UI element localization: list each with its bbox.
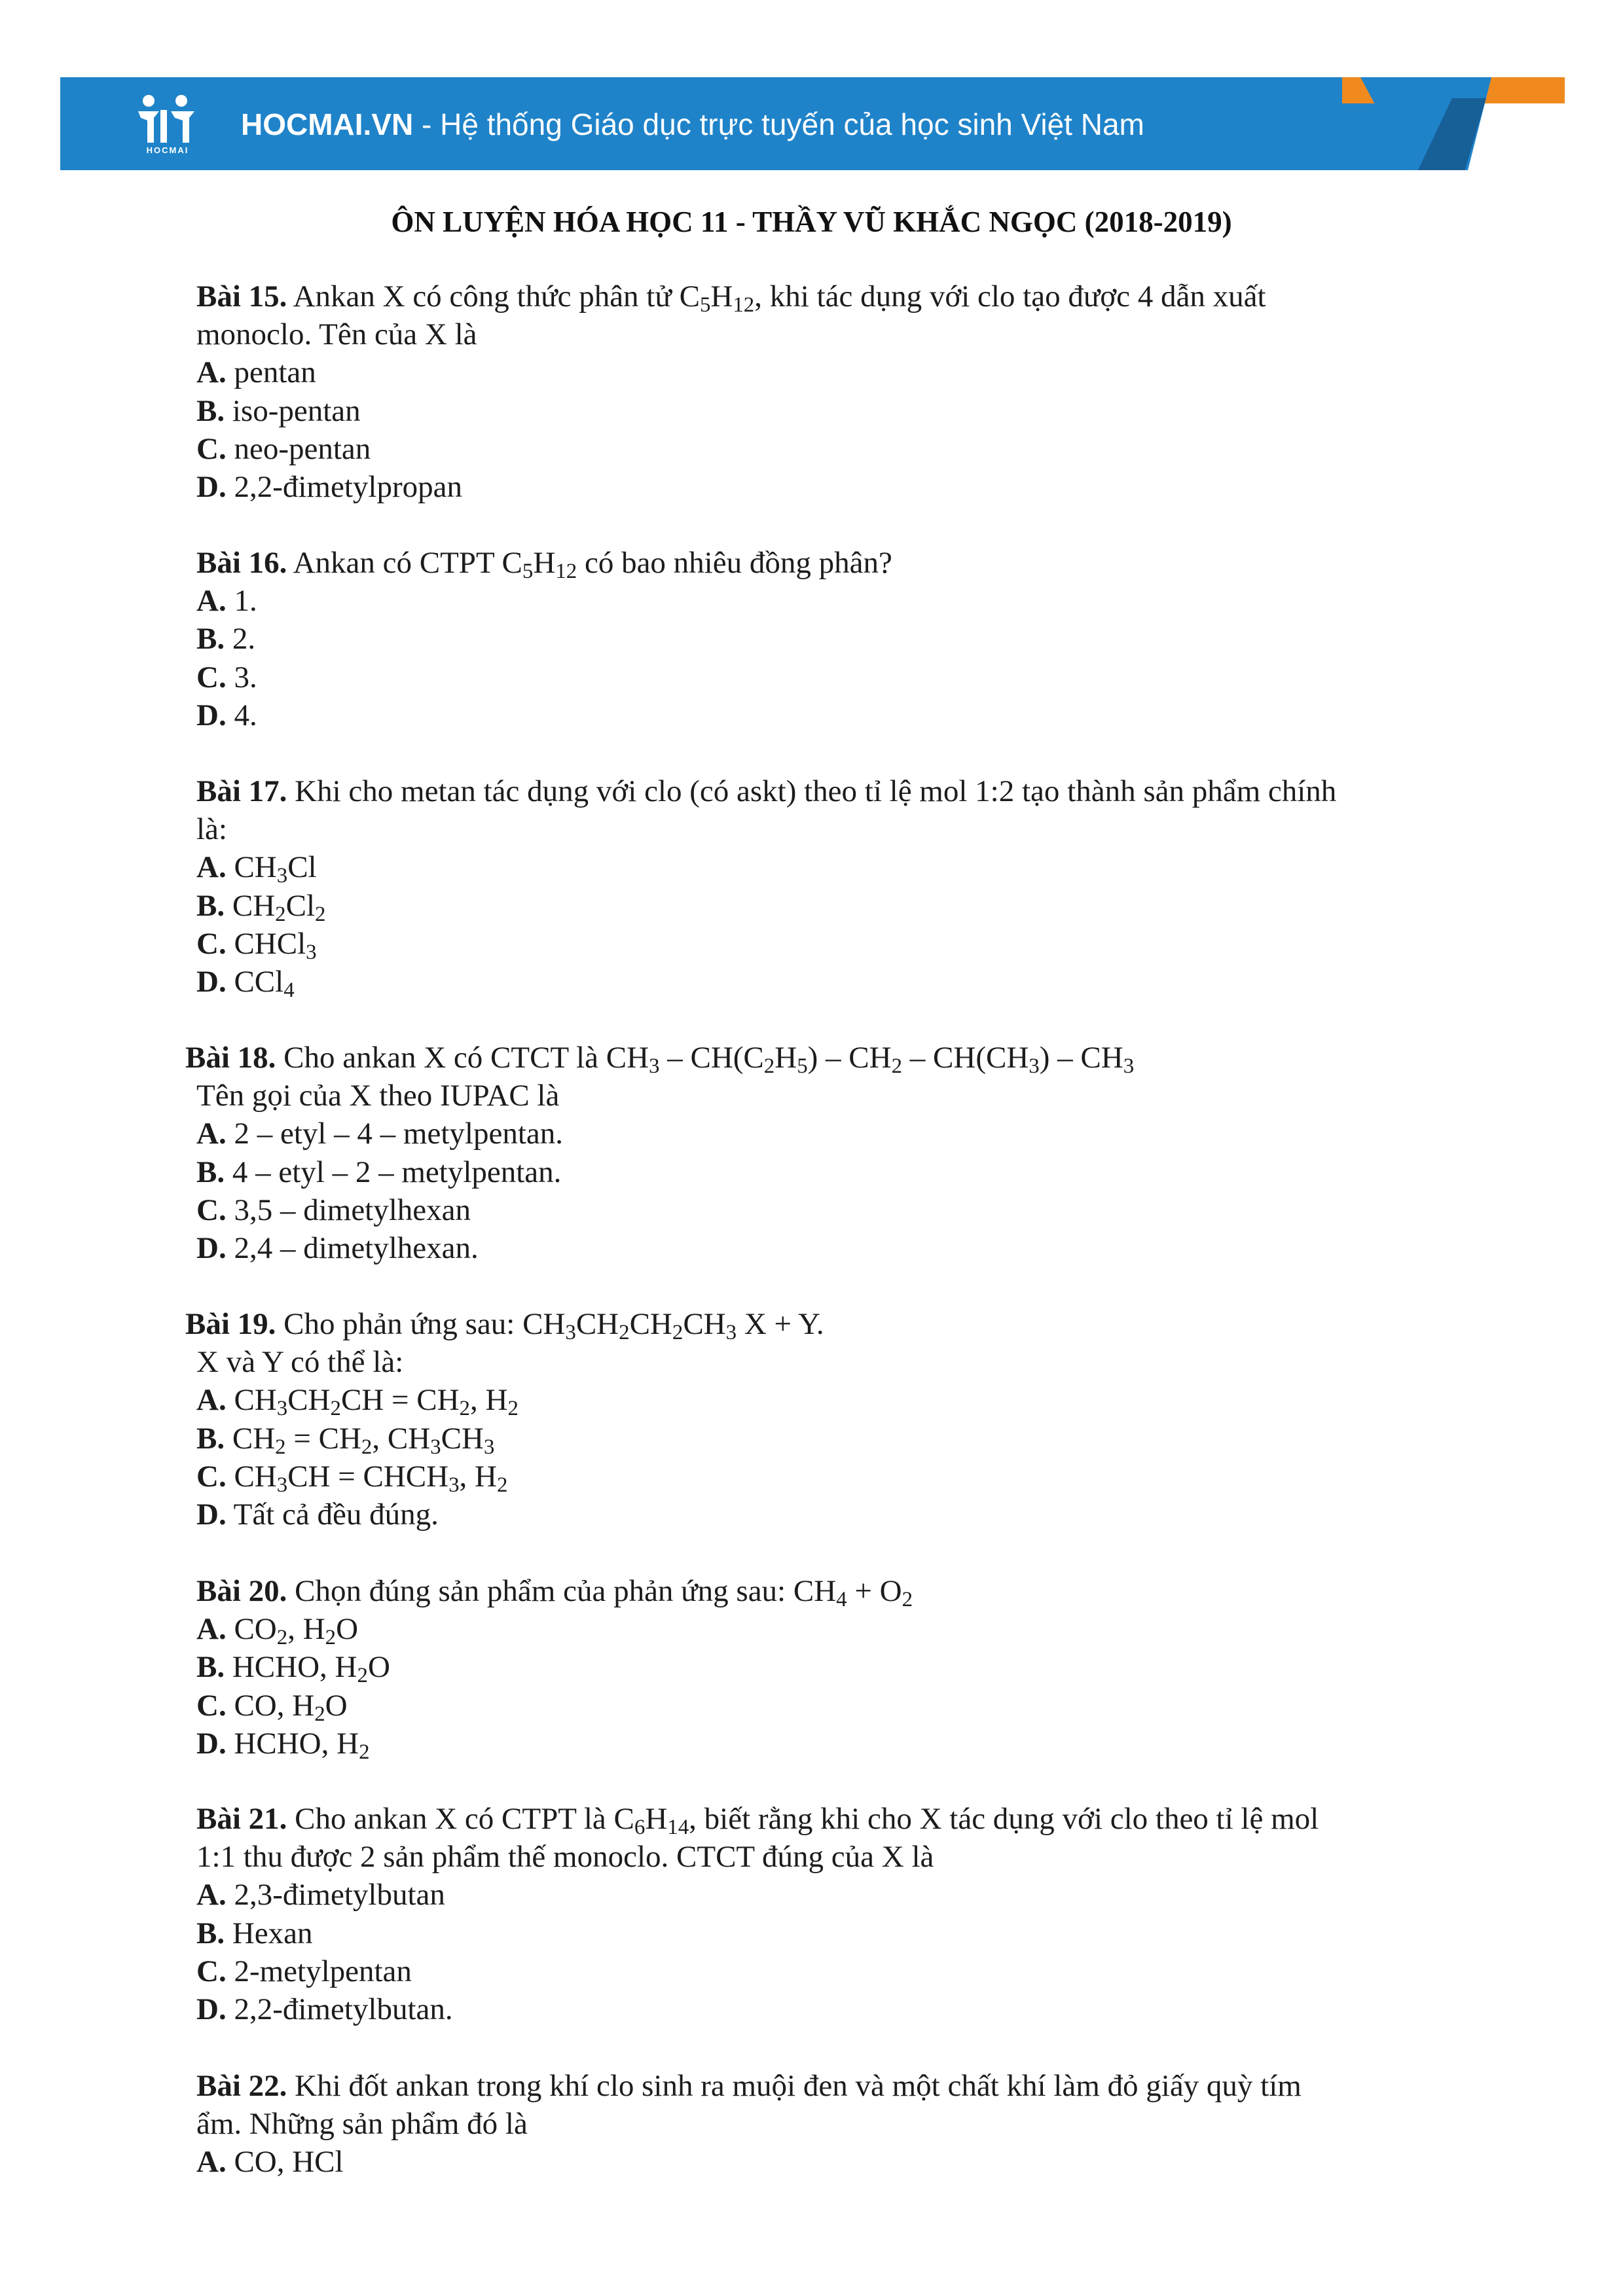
question-q16-option-c-text: 3. <box>226 660 257 694</box>
header-text <box>241 107 1144 142</box>
question-q21-option-a-label: A. <box>196 1878 227 1912</box>
question-q17-option-d-text: CCl$_4$ <box>226 965 295 1003</box>
question-q21-option-c-label: C. <box>196 1954 227 1988</box>
question-q19-option-c <box>196 1458 507 1496</box>
question-q22-stem <box>196 2067 1302 2105</box>
question-q18-stem-cont-text: Tên gọi của X theo IUPAC là <box>196 1079 560 1113</box>
question-q17-option-d-label: D. <box>196 965 227 999</box>
question-q17-option-b-label: B. <box>196 888 225 923</box>
question-q20-option-a <box>196 1610 358 1648</box>
question-q16-option-b-text: 2. <box>225 622 256 656</box>
question-q19-option-d <box>196 1496 439 1534</box>
question-q16-option-c-label: C. <box>196 660 227 694</box>
question-q16-option-d-label: D. <box>196 698 227 732</box>
question-q21-option-b-text: Hexan <box>225 1916 313 1950</box>
question-q18-stem <box>185 1039 1134 1077</box>
question-q16-option-b <box>196 620 255 658</box>
question-q21-stem-text: Cho ankan X có CTPT là $C_6H_{14}$, biết rằng khi cho X tác dụng với clo theo tỉ lệ mol <box>287 1802 1319 1840</box>
question-q21-stem-cont <box>196 1838 934 1876</box>
question-q21-option-d-label: D. <box>196 1992 227 2026</box>
question-q19-option-a <box>196 1381 519 1419</box>
question-q21-option-b-label: B. <box>196 1916 225 1950</box>
question-q18-option-d-label: D. <box>196 1231 227 1265</box>
question-q21-option-d <box>196 1990 453 2028</box>
question-q22-stem-cont <box>196 2105 528 2143</box>
question-q17-stem <box>196 772 1336 810</box>
question-q15-option-c <box>196 430 371 468</box>
question-q20-stem <box>196 1572 913 1610</box>
question-q18-option-a <box>196 1115 563 1153</box>
question-q16-stem-label: Bài 16. <box>196 546 287 580</box>
question-q16-option-d-text: 4. <box>226 698 257 732</box>
question-q19-stem-label: Bài 19. <box>185 1307 276 1341</box>
question-q19-stem-cont <box>196 1343 403 1381</box>
question-q16-stem <box>196 544 892 582</box>
question-q19-option-b-text: $CH_2 = CH_2$, $CH_3CH_3$ <box>225 1421 495 1459</box>
question-q16-option-a <box>196 582 257 620</box>
question-q16-option-b-label: B. <box>196 622 225 656</box>
question-q18-option-d-text: 2,4 – dimetylhexan. <box>226 1231 479 1265</box>
question-q21-option-c <box>196 1952 412 1990</box>
question-q19-option-a-text: $CH_3CH_2CH = CH_2$, $H_2$ <box>226 1383 519 1421</box>
question-q20-option-b <box>196 1648 390 1686</box>
question-q19-option-c-text: $CH_3CH$ = $CHCH_3$, $H_2$ <box>226 1459 508 1498</box>
question-q18-option-c <box>196 1191 471 1229</box>
question-q19-option-d-text: Tất cả đều đúng. <box>226 1498 439 1532</box>
question-q19-stem-cont-text: X và Y có thể là: <box>196 1345 404 1380</box>
question-q16-option-d <box>196 696 257 734</box>
question-q15-option-c-text: neo-pentan <box>226 431 371 466</box>
question-q18-option-b-text: 4 – etyl – 2 – metylpentan. <box>225 1155 562 1189</box>
question-q18-stem-text: Cho ankan X có CTCT là $CH_3 - CH(C_2H_5) - CH_2 - CH(CH_3) - CH_3$ <box>276 1041 1135 1079</box>
question-q21-option-a <box>196 1876 445 1914</box>
question-q22-option-a-text: CO, HCl <box>226 2145 344 2179</box>
question-q20-stem-text: Chọn đúng sản phẩm của phản ứng sau: $CH_4 + O_2$ <box>287 1574 913 1612</box>
question-q17-option-a <box>196 848 317 886</box>
question-q15-option-b-text: iso-pentan <box>225 393 361 428</box>
question-q15-option-b-label: B. <box>196 393 225 428</box>
question-q16-option-c <box>196 658 257 696</box>
question-q21-option-b <box>196 1914 313 1952</box>
question-q18-option-b <box>196 1153 561 1191</box>
question-q18-option-c-text: 3,5 – dimetylhexan <box>226 1193 471 1227</box>
question-q17-option-a-label: A. <box>196 850 227 885</box>
question-q15-option-c-label: C. <box>196 431 227 466</box>
question-q15-stem-label: Bài 15. <box>196 279 287 314</box>
question-q15-stem-text: Ankan X có công thức phân tử $C_5H_{12}$, khi tác dụng với clo tạo được 4 dẫn xuất <box>287 279 1266 317</box>
question-q17-option-a-text: $CH_3Cl$ <box>226 850 317 888</box>
question-q17-option-b <box>196 887 325 925</box>
question-q17-option-d <box>196 963 295 1001</box>
question-q22-option-a-label: A. <box>196 2145 227 2179</box>
question-q15-option-d-text: 2,2-đimetylpropan <box>226 470 462 504</box>
question-q15-option-b <box>196 392 361 430</box>
question-q20-option-a-label: A. <box>196 1612 227 1647</box>
question-q18-stem-label: Bài 18. <box>185 1041 276 1075</box>
question-q21-option-c-text: 2-metylpentan <box>226 1954 412 1988</box>
question-q19-option-b <box>196 1420 494 1458</box>
question-q20-option-b-label: B. <box>196 1650 225 1685</box>
question-q19-option-c-label: C. <box>196 1459 227 1494</box>
question-q16-option-a-text: 1. <box>226 584 257 619</box>
question-q20-option-b-text: HCHO, $H_2O$ <box>225 1650 390 1688</box>
question-q18-option-a-label: A. <box>196 1117 227 1151</box>
question-q15-option-a-label: A. <box>196 355 227 390</box>
question-q22-option-a <box>196 2143 344 2181</box>
question-q21-stem-label: Bài 21. <box>196 1802 287 1836</box>
question-q20-option-c-label: C. <box>196 1688 227 1723</box>
question-q20-option-d-label: D. <box>196 1726 227 1761</box>
question-q18-option-c-label: C. <box>196 1193 227 1227</box>
question-q20-stem-label: Bài 20. <box>196 1574 287 1608</box>
question-q20-option-a-text: $CO_2$, $H_2O$ <box>226 1612 359 1650</box>
document-title: ÔN LUYỆN HÓA HỌC 11 - THẦY VŨ KHẮC NGỌC (2018-2019) <box>391 206 1232 238</box>
question-q15-stem <box>196 278 1266 315</box>
header-tagline: - Hệ thống Giáo dục trực tuyến của học sinh Việt Nam <box>413 107 1144 141</box>
question-q17-option-c-text: CHCl$_3$ <box>226 926 317 965</box>
question-q22-stem-cont-text: ẩm. Những sản phẩm đó là <box>196 2107 528 2142</box>
question-q19-option-b-label: B. <box>196 1421 225 1456</box>
question-q15-option-d-label: D. <box>196 470 227 504</box>
question-q18-option-a-text: 2 – etyl – 4 – metylpentan. <box>226 1117 563 1151</box>
question-q17-option-c-label: C. <box>196 926 227 961</box>
question-q15-option-d <box>196 468 462 506</box>
question-q21-option-d-text: 2,2-đimetylbutan. <box>226 1992 453 2026</box>
question-q19-stem <box>185 1305 824 1343</box>
question-q21-stem <box>196 1800 1319 1838</box>
question-q17-option-c <box>196 925 317 963</box>
question-q22-stem-text: Khi đốt ankan trong khí clo sinh ra muội đen và một chất khí làm đỏ giấy quỳ tím <box>287 2069 1302 2103</box>
question-q22-stem-label: Bài 22. <box>196 2069 287 2103</box>
question-q17-stem-text: Khi cho metan tác dụng với clo (có askt) theo tỉ lệ mol 1:2 tạo thành sản phẩm chính <box>287 774 1337 808</box>
question-q20-option-c-text: CO, $H_2O$ <box>226 1688 348 1726</box>
question-q20-option-c <box>196 1687 348 1725</box>
question-q15-stem-cont-text: monoclo. Tên của X là <box>196 317 477 352</box>
question-q19-stem-text: Cho phản ứng sau: $CH_3CH_2CH_2CH_3$ X + Y. <box>276 1307 824 1345</box>
question-q21-stem-cont-text: 1:1 thu được 2 sản phẩm thế monoclo. CTCT đúng của X là <box>196 1840 934 1874</box>
question-q15-option-a <box>196 353 316 391</box>
question-q17-stem-cont-text: là: <box>196 812 227 847</box>
question-q17-option-b-text: $CH_2Cl_2$ <box>225 888 326 926</box>
question-q18-stem-cont <box>196 1077 559 1115</box>
question-q18-option-b-label: B. <box>196 1155 225 1189</box>
question-q20-option-d <box>196 1725 370 1763</box>
question-q16-stem-text: Ankan có CTPT $C_5H_{12}$ có bao nhiêu đồng phân? <box>287 546 892 584</box>
header-brand: HOCMAI.VN <box>241 107 414 141</box>
question-q20-option-d-text: HCHO, $H_2$ <box>226 1726 370 1765</box>
question-q17-stem-label: Bài 17. <box>196 774 287 808</box>
question-q19-option-a-label: A. <box>196 1383 227 1418</box>
question-q21-option-a-text: 2,3-đimetylbutan <box>226 1878 445 1912</box>
question-q18-option-d <box>196 1229 479 1267</box>
question-q19-option-d-label: D. <box>196 1498 227 1532</box>
question-q15-option-a-text: pentan <box>226 355 316 390</box>
question-q17-stem-cont <box>196 810 227 848</box>
question-q16-option-a-label: A. <box>196 584 227 619</box>
logo-caption: HOCMAI <box>146 145 189 155</box>
question-q15-stem-cont <box>196 315 477 353</box>
